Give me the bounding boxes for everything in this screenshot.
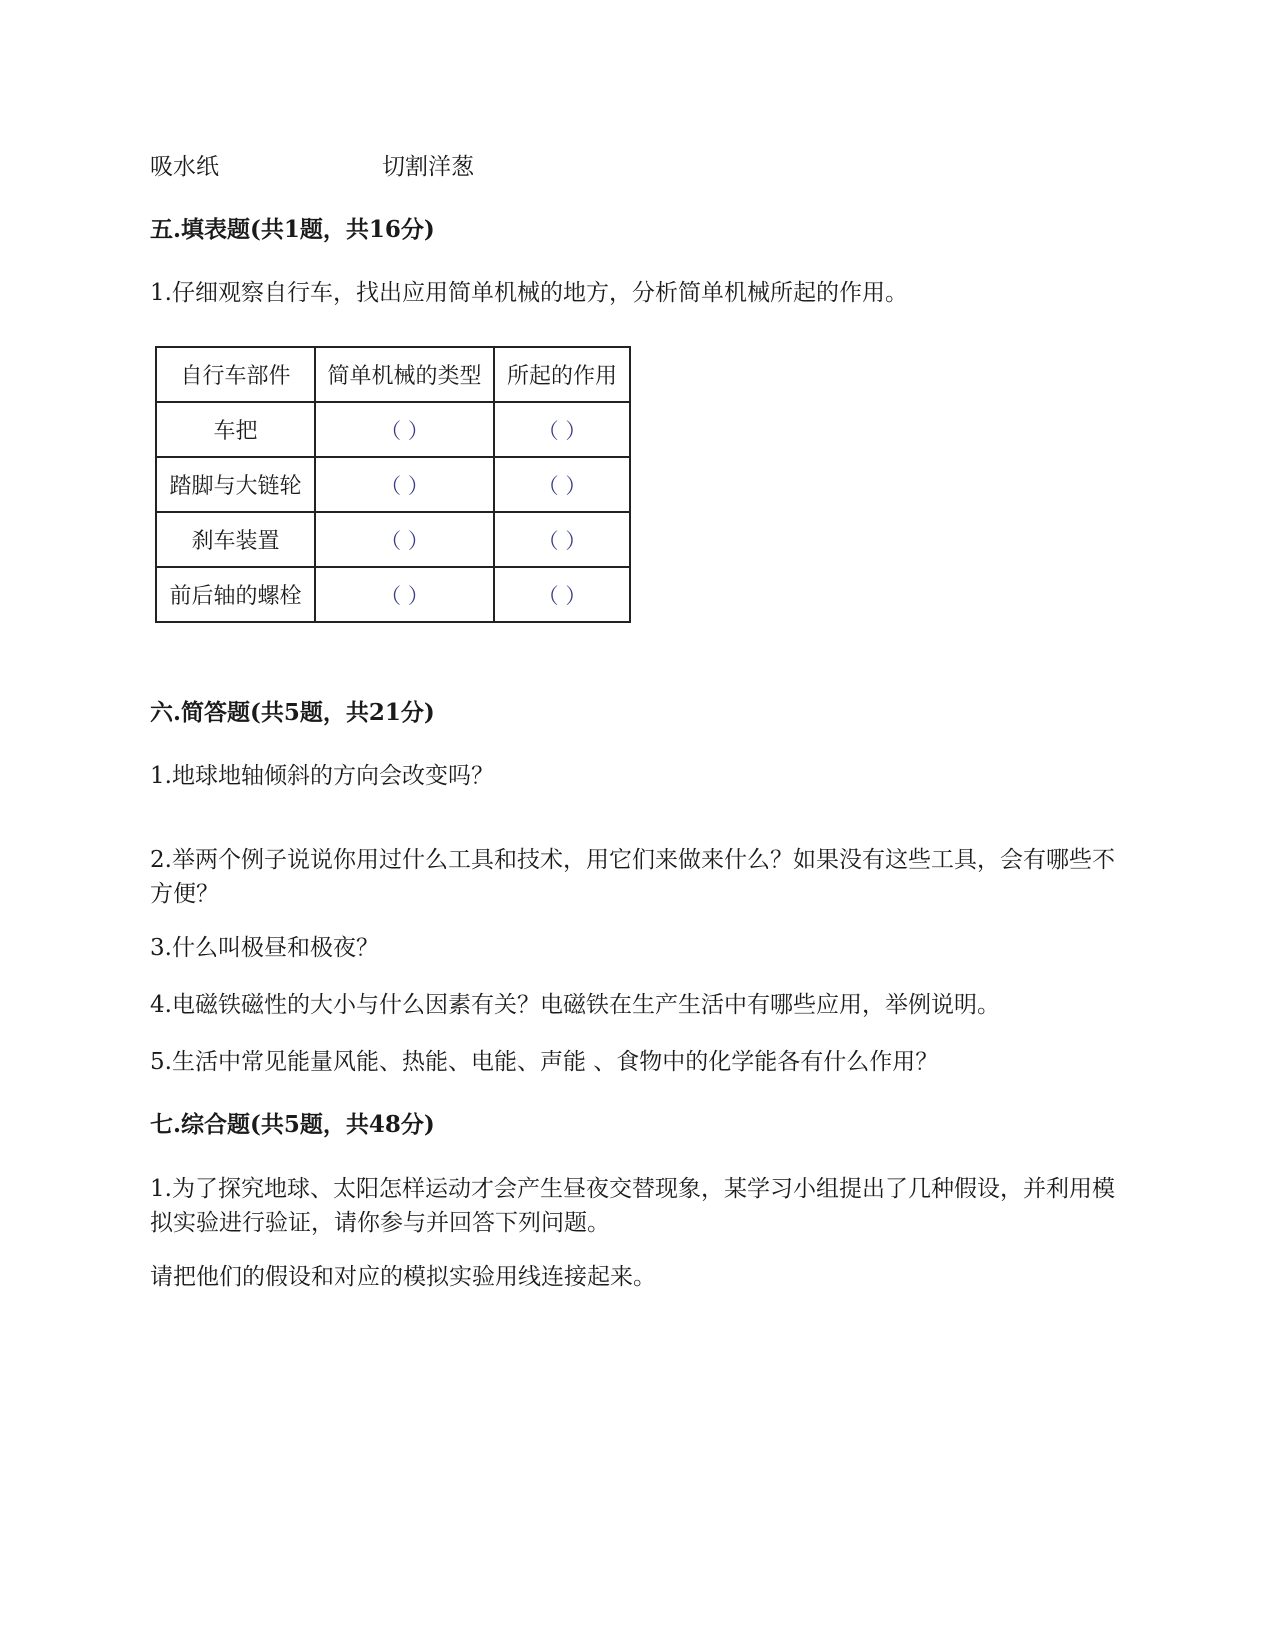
table-header-row — [156, 347, 630, 402]
cell-part: 刹车装置 — [156, 512, 315, 567]
word-cut-onion: 切割洋葱 — [382, 154, 474, 180]
section7-heading: 七.综合题(共5题，共48分) — [150, 1111, 435, 1138]
header-effect: 所起的作用 — [494, 347, 630, 402]
header-part: 自行车部件 — [156, 347, 315, 402]
cell-blank-effect[interactable]: （ ） — [494, 567, 630, 622]
cell-blank-type[interactable]: （ ） — [315, 457, 494, 512]
table-row — [156, 512, 630, 567]
section7-question-1-instruction: 请把他们的假设和对应的模拟实验用线连接起来。 — [150, 1264, 656, 1290]
cell-blank-type[interactable]: （ ） — [315, 512, 494, 567]
section5-heading: 五.填表题(共1题，共16分) — [150, 216, 435, 243]
section6-question-4: 4.电磁铁磁性的大小与什么因素有关？电磁铁在生产生活中有哪些应用，举例说明。 — [150, 992, 1000, 1018]
cell-blank-effect[interactable]: （ ） — [494, 512, 630, 567]
cell-blank-effect[interactable]: （ ） — [494, 402, 630, 457]
section7-question-1: 1.为了探究地球、太阳怎样运动才会产生昼夜交替现象，某学习小组提出了几种假设，并利用模拟实验进行验证，请你参与并回答下列问题。 — [150, 1176, 1115, 1236]
header-machine-type: 简单机械的类型 — [315, 347, 494, 402]
section6-question-3: 3.什么叫极昼和极夜？ — [150, 935, 379, 961]
table-row — [156, 402, 630, 457]
bicycle-parts-table — [155, 346, 631, 623]
cell-blank-effect[interactable]: （ ） — [494, 457, 630, 512]
section5-question-1: 1.仔细观察自行车，找出应用简单机械的地方，分析简单机械所起的作用。 — [150, 280, 908, 306]
cell-blank-type[interactable]: （ ） — [315, 567, 494, 622]
cell-part: 踏脚与大链轮 — [156, 457, 315, 512]
section6-heading: 六.简答题(共5题，共21分) — [150, 699, 435, 726]
cell-blank-type[interactable]: （ ） — [315, 402, 494, 457]
cell-part: 前后轴的螺栓 — [156, 567, 315, 622]
section6-question-5: 5.生活中常见能量风能、热能、电能、声能 、食物中的化学能各有什么作用？ — [150, 1049, 939, 1075]
word-absorbent-paper: 吸水纸 — [150, 154, 219, 180]
table-row — [156, 457, 630, 512]
section6-question-2: 2.举两个例子说说你用过什么工具和技术，用它们来做来什么？如果没有这些工具，会有哪些不方便？ — [150, 847, 1115, 907]
table-row — [156, 567, 630, 622]
cell-part: 车把 — [156, 402, 315, 457]
section6-question-1: 1.地球地轴倾斜的方向会改变吗？ — [150, 763, 494, 789]
